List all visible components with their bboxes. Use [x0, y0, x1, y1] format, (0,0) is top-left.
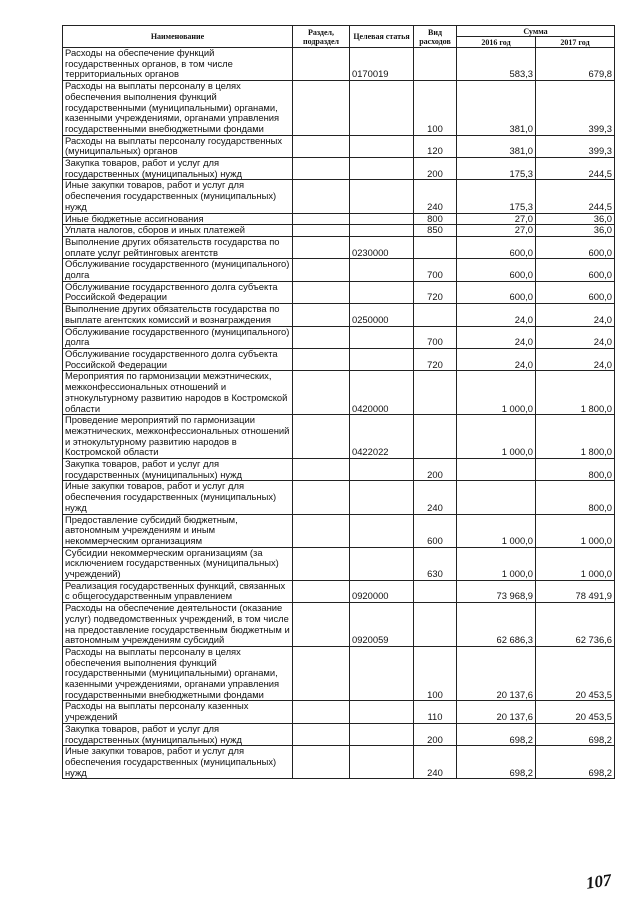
cell-s2017: 399,3 [536, 81, 615, 136]
cell-name: Закупка товаров, работ и услуг для государственных (муниципальных) нужд [63, 723, 293, 745]
table-row [63, 281, 615, 303]
cell-s2016: 175,3 [457, 158, 536, 180]
cell-type [414, 603, 457, 647]
cell-s2017: 698,2 [536, 723, 615, 745]
cell-s2016: 1 000,0 [457, 514, 536, 547]
cell-section [293, 259, 350, 281]
cell-type: 240 [414, 746, 457, 779]
cell-target [350, 459, 414, 481]
table-row [63, 701, 615, 723]
cell-target [350, 213, 414, 225]
cell-s2016: 1 000,0 [457, 547, 536, 580]
cell-section [293, 281, 350, 303]
cell-section [293, 225, 350, 237]
cell-target [350, 723, 414, 745]
cell-s2016: 583,3 [457, 48, 536, 81]
cell-name: Расходы на выплаты персоналу казенных учреждений [63, 701, 293, 723]
cell-name: Обслуживание государственного (муниципального) долга [63, 259, 293, 281]
cell-name: Обслуживание государственного долга субъекта Российской Федерации [63, 348, 293, 370]
cell-target [350, 158, 414, 180]
cell-section [293, 304, 350, 326]
cell-s2017: 36,0 [536, 213, 615, 225]
cell-type: 700 [414, 326, 457, 348]
header-section: Раздел, подраздел [293, 26, 350, 48]
cell-s2016: 27,0 [457, 225, 536, 237]
table-row [63, 213, 615, 225]
cell-type: 240 [414, 180, 457, 213]
cell-section [293, 415, 350, 459]
cell-s2016: 600,0 [457, 281, 536, 303]
cell-s2016: 27,0 [457, 213, 536, 225]
cell-s2016: 24,0 [457, 304, 536, 326]
cell-name: Иные закупки товаров, работ и услуг для обеспечения государственных (муниципальных) нужд [63, 746, 293, 779]
cell-type: 240 [414, 481, 457, 514]
cell-s2017: 1 000,0 [536, 514, 615, 547]
cell-s2017: 24,0 [536, 348, 615, 370]
cell-section [293, 646, 350, 701]
cell-s2016 [457, 481, 536, 514]
cell-s2016: 600,0 [457, 236, 536, 258]
budget-table [62, 25, 615, 779]
cell-s2016: 62 686,3 [457, 603, 536, 647]
table-row [63, 135, 615, 157]
cell-section [293, 603, 350, 647]
cell-s2017: 1 000,0 [536, 547, 615, 580]
cell-target [350, 135, 414, 157]
cell-name: Реализация государственных функций, связанных с общегосударственным управлением [63, 580, 293, 602]
cell-type [414, 415, 457, 459]
cell-name: Предоставление субсидий бюджетным, автономным учреждениям и иным некоммерческим организациям [63, 514, 293, 547]
cell-s2016: 20 137,6 [457, 701, 536, 723]
header-type: Вид расходов [414, 26, 457, 48]
cell-s2017: 600,0 [536, 236, 615, 258]
cell-s2016: 381,0 [457, 135, 536, 157]
cell-name: Субсидии некоммерческим организациям (за исключением государственных (муниципальных) учреждений) [63, 547, 293, 580]
cell-section [293, 236, 350, 258]
cell-name: Расходы на обеспечение функций государственных органов, в том числе территориальных органов [63, 48, 293, 81]
table-row [63, 326, 615, 348]
cell-name: Обслуживание государственного долга субъекта Российской Федерации [63, 281, 293, 303]
table-row [63, 371, 615, 415]
cell-type: 100 [414, 81, 457, 136]
cell-type: 200 [414, 158, 457, 180]
table-row [63, 259, 615, 281]
cell-section [293, 135, 350, 157]
cell-section [293, 701, 350, 723]
cell-type: 600 [414, 514, 457, 547]
cell-s2017: 399,3 [536, 135, 615, 157]
cell-type: 200 [414, 459, 457, 481]
cell-target [350, 281, 414, 303]
table-row [63, 415, 615, 459]
cell-target: 0420000 [350, 371, 414, 415]
cell-section [293, 547, 350, 580]
cell-s2016: 24,0 [457, 326, 536, 348]
table-row [63, 236, 615, 258]
cell-s2017: 78 491,9 [536, 580, 615, 602]
cell-s2017: 1 800,0 [536, 415, 615, 459]
cell-target [350, 701, 414, 723]
cell-name: Закупка товаров, работ и услуг для государственных (муниципальных) нужд [63, 459, 293, 481]
cell-type: 720 [414, 348, 457, 370]
cell-s2017: 24,0 [536, 304, 615, 326]
cell-s2016: 381,0 [457, 81, 536, 136]
table-row [63, 580, 615, 602]
header-2017: 2017 год [536, 37, 615, 48]
cell-type: 120 [414, 135, 457, 157]
cell-type: 720 [414, 281, 457, 303]
cell-s2017: 800,0 [536, 459, 615, 481]
cell-type: 100 [414, 646, 457, 701]
cell-s2016: 1 000,0 [457, 371, 536, 415]
cell-type [414, 304, 457, 326]
cell-target [350, 225, 414, 237]
cell-name: Проведение мероприятий по гармонизации межэтнических, межконфессиональных отношений и этнокультурному развитию народов в Костромской области [63, 415, 293, 459]
cell-s2016: 20 137,6 [457, 646, 536, 701]
cell-section [293, 81, 350, 136]
page-number: 107 [584, 870, 613, 893]
cell-name: Расходы на обеспечение деятельности (оказание услуг) подведомственных учреждений, в том числе на предоставление государственным бюджетным и автономным учреждениям субсидий [63, 603, 293, 647]
cell-s2017: 36,0 [536, 225, 615, 237]
cell-type [414, 48, 457, 81]
cell-s2017: 62 736,6 [536, 603, 615, 647]
cell-section [293, 348, 350, 370]
cell-s2016: 1 000,0 [457, 415, 536, 459]
cell-section [293, 580, 350, 602]
cell-section [293, 180, 350, 213]
cell-name: Выполнение других обязательств государства по выплате агентских комиссий и вознаграждения [63, 304, 293, 326]
table-row [63, 180, 615, 213]
cell-target [350, 746, 414, 779]
cell-section [293, 371, 350, 415]
cell-s2016: 24,0 [457, 348, 536, 370]
cell-section [293, 158, 350, 180]
cell-section [293, 746, 350, 779]
cell-type: 850 [414, 225, 457, 237]
cell-s2016: 600,0 [457, 259, 536, 281]
table-row [63, 514, 615, 547]
header-sum: Сумма [457, 26, 615, 37]
cell-target [350, 326, 414, 348]
header-2016: 2016 год [457, 37, 536, 48]
cell-section [293, 48, 350, 81]
cell-type: 200 [414, 723, 457, 745]
cell-name: Иные бюджетные ассигнования [63, 213, 293, 225]
cell-type: 110 [414, 701, 457, 723]
cell-s2016: 175,3 [457, 180, 536, 213]
cell-target: 0920059 [350, 603, 414, 647]
cell-target [350, 180, 414, 213]
cell-target [350, 481, 414, 514]
cell-type: 630 [414, 547, 457, 580]
cell-name: Обслуживание государственного (муниципального) долга [63, 326, 293, 348]
table-row [63, 746, 615, 779]
cell-target [350, 348, 414, 370]
cell-type: 700 [414, 259, 457, 281]
table-row [63, 158, 615, 180]
cell-name: Расходы на выплаты персоналу в целях обеспечения выполнения функций государственными (муниципальными) органами, казенными учреждениями, органами управления государственными внебюджетными фондами [63, 81, 293, 136]
cell-name: Расходы на выплаты персоналу в целях обеспечения выполнения функций государственными (муниципальными) органами, казенными учреждениями, органами управления государственными внебюджетными фондами [63, 646, 293, 701]
cell-target: 0170019 [350, 48, 414, 81]
cell-name: Иные закупки товаров, работ и услуг для обеспечения государственных (муниципальных) нужд [63, 481, 293, 514]
cell-target: 0422022 [350, 415, 414, 459]
cell-type: 800 [414, 213, 457, 225]
cell-s2017: 800,0 [536, 481, 615, 514]
cell-s2017: 1 800,0 [536, 371, 615, 415]
cell-section [293, 481, 350, 514]
cell-target: 0250000 [350, 304, 414, 326]
cell-name: Закупка товаров, работ и услуг для государственных (муниципальных) нужд [63, 158, 293, 180]
table-row [63, 603, 615, 647]
cell-s2017: 20 453,5 [536, 701, 615, 723]
header-name: Наименование [63, 26, 293, 48]
cell-name: Уплата налогов, сборов и иных платежей [63, 225, 293, 237]
cell-target [350, 81, 414, 136]
cell-s2016: 73 968,9 [457, 580, 536, 602]
cell-target [350, 514, 414, 547]
cell-s2017: 600,0 [536, 259, 615, 281]
table-row [63, 48, 615, 81]
cell-type [414, 580, 457, 602]
cell-s2016 [457, 459, 536, 481]
cell-target [350, 547, 414, 580]
cell-s2017: 244,5 [536, 180, 615, 213]
table-row [63, 547, 615, 580]
table-row [63, 459, 615, 481]
cell-target [350, 646, 414, 701]
cell-s2017: 698,2 [536, 746, 615, 779]
cell-s2016: 698,2 [457, 723, 536, 745]
table-row [63, 348, 615, 370]
cell-s2017: 20 453,5 [536, 646, 615, 701]
cell-type [414, 371, 457, 415]
cell-section [293, 514, 350, 547]
cell-type [414, 236, 457, 258]
table-row [63, 481, 615, 514]
cell-s2017: 679,8 [536, 48, 615, 81]
cell-name: Иные закупки товаров, работ и услуг для обеспечения государственных (муниципальных) нужд [63, 180, 293, 213]
table-row [63, 81, 615, 136]
table-row [63, 225, 615, 237]
cell-target: 0230000 [350, 236, 414, 258]
cell-section [293, 459, 350, 481]
table-row [63, 646, 615, 701]
cell-s2017: 24,0 [536, 326, 615, 348]
cell-name: Мероприятия по гармонизации межэтнических, межконфессиональных отношений и этнокультурному развитию народов в Костромской области [63, 371, 293, 415]
cell-s2016: 698,2 [457, 746, 536, 779]
cell-s2017: 244,5 [536, 158, 615, 180]
cell-name: Выполнение других обязательств государства по оплате услуг рейтинговых агентств [63, 236, 293, 258]
cell-section [293, 213, 350, 225]
cell-name: Расходы на выплаты персоналу государственных (муниципальных) органов [63, 135, 293, 157]
cell-section [293, 723, 350, 745]
header-target: Целевая статья [350, 26, 414, 48]
cell-target [350, 259, 414, 281]
cell-target: 0920000 [350, 580, 414, 602]
table-row [63, 723, 615, 745]
table-body [63, 48, 615, 779]
table-row [63, 304, 615, 326]
cell-s2017: 600,0 [536, 281, 615, 303]
cell-section [293, 326, 350, 348]
